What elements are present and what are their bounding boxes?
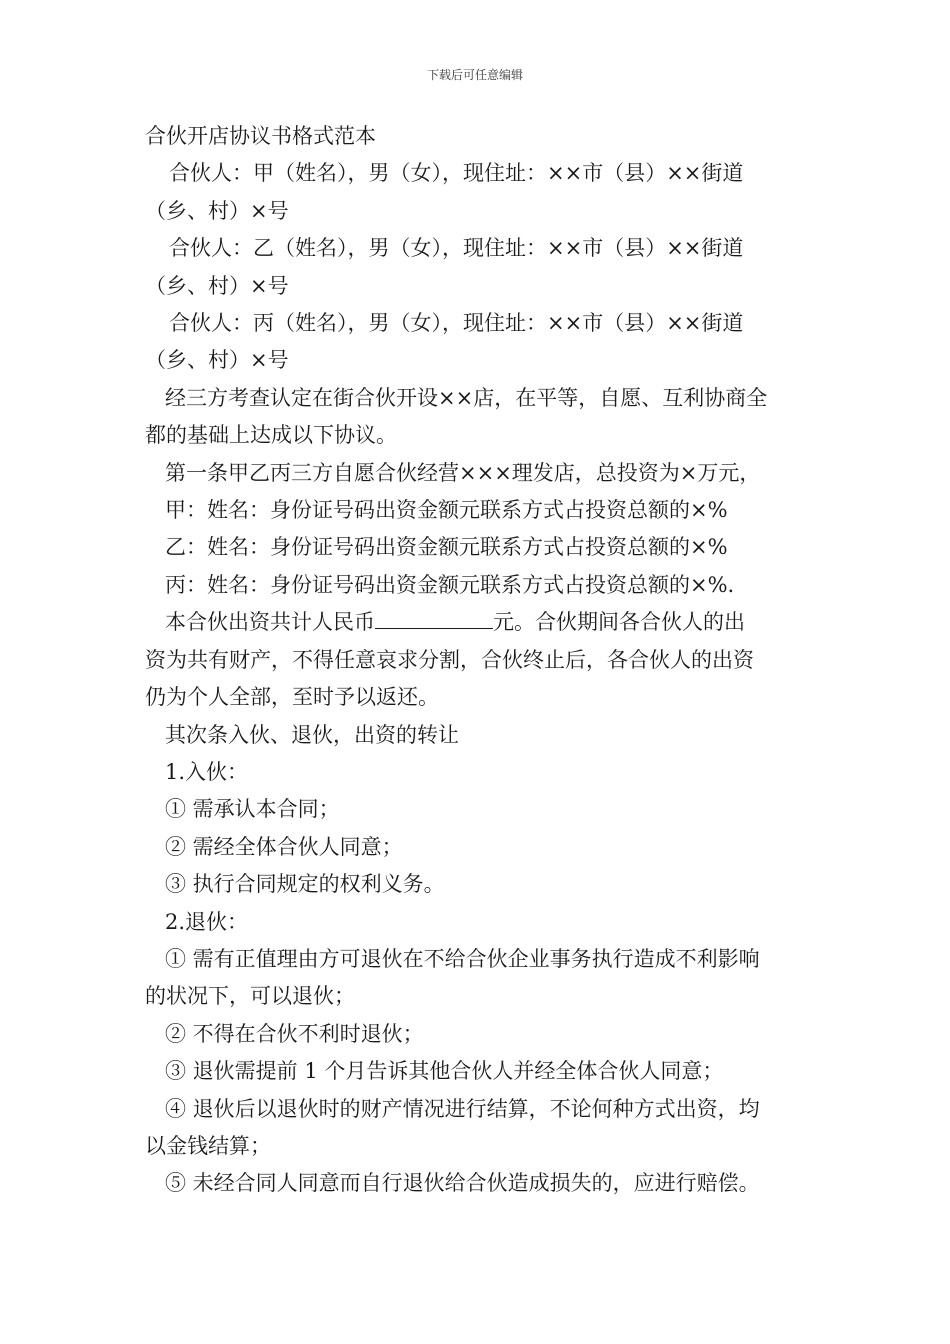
- partner-c-line2: （乡、村）×号: [145, 348, 289, 373]
- page-header: 下载后可任意编辑: [426, 68, 523, 82]
- contribution-yi: 乙：姓名：身份证号码出资金额元联系方式占投资总额的×%: [165, 535, 728, 560]
- contribution-jia: 甲：姓名：身份证号码出资金额元联系方式占投资总额的×%: [165, 498, 728, 523]
- capital-prefix: 本合伙出资共计人民币: [165, 610, 375, 635]
- partner-a-line1: 合伙人：甲（姓名），男（女），现住址：××市（县）××街道: [169, 161, 744, 186]
- capital-line1: [145, 604, 810, 641]
- join-item-3: ③ 执行合同规定的权利义务。: [165, 872, 445, 897]
- article-2: 其次条入伙、退伙，出资的转让: [165, 722, 459, 747]
- join-heading: 1.入伙：: [165, 759, 249, 784]
- partner-a-line2: （乡、村）×号: [145, 198, 289, 223]
- partner-b-line2: （乡、村）×号: [145, 273, 289, 298]
- quit-heading: 2.退伙：: [165, 909, 249, 934]
- contribution-bing: 丙：姓名：身份证号码出资金额元联系方式占投资总额的×%.: [165, 572, 735, 597]
- quit-item-1-line1: ① 需有正值理由方可退伙在不给合伙企业事务执行造成不利影响: [165, 946, 760, 971]
- capital-line2: 资为共有财产，不得任意哀求分割，合伙终止后，各合伙人的出资: [145, 647, 754, 672]
- intro-line2: 都的基础上达成以下协议。: [145, 423, 397, 448]
- partner-b-line1: 合伙人：乙（姓名），男（女），现住址：××市（县）××街道: [169, 236, 744, 261]
- quit-item-5: ⑤ 未经合同人同意而自行退伙给合伙造成损失的，应进行赔偿。: [165, 1171, 760, 1196]
- document-body: [145, 118, 810, 1203]
- capital-suffix: 元。合伙期间各合伙人的出: [493, 610, 745, 635]
- quit-item-2: ② 不得在合伙不利时退伙；: [165, 1021, 424, 1046]
- quit-item-4-line2: 以金钱结算；: [145, 1133, 271, 1158]
- intro-line1: 经三方考查认定在街合伙开设××店，在平等，自愿、互利协商全: [165, 385, 768, 410]
- capital-line3: 仍为个人全部，至时予以返还。: [145, 685, 439, 710]
- join-item-2: ② 需经全体合伙人同意；: [165, 834, 403, 859]
- article-1: 第一条甲乙丙三方自愿合伙经营×××理发店，总投资为×万元，: [165, 460, 761, 485]
- join-item-1: ① 需承认本合同；: [165, 797, 340, 822]
- quit-item-1-line2: 的状况下，可以退伙；: [145, 984, 355, 1009]
- document-title: 合伙开店协议书格式范本: [145, 124, 376, 148]
- quit-item-4-line1: ④ 退伙后以退伙时的财产情况进行结算，不论何种方式出资，均: [165, 1096, 760, 1121]
- capital-amount-blank: [375, 610, 493, 629]
- partner-c-line1: 合伙人：丙（姓名），男（女），现住址：××市（县）××街道: [169, 311, 744, 336]
- quit-item-3: ③ 退伙需提前 1 个月告诉其他合伙人并经全体合伙人同意；: [165, 1059, 724, 1084]
